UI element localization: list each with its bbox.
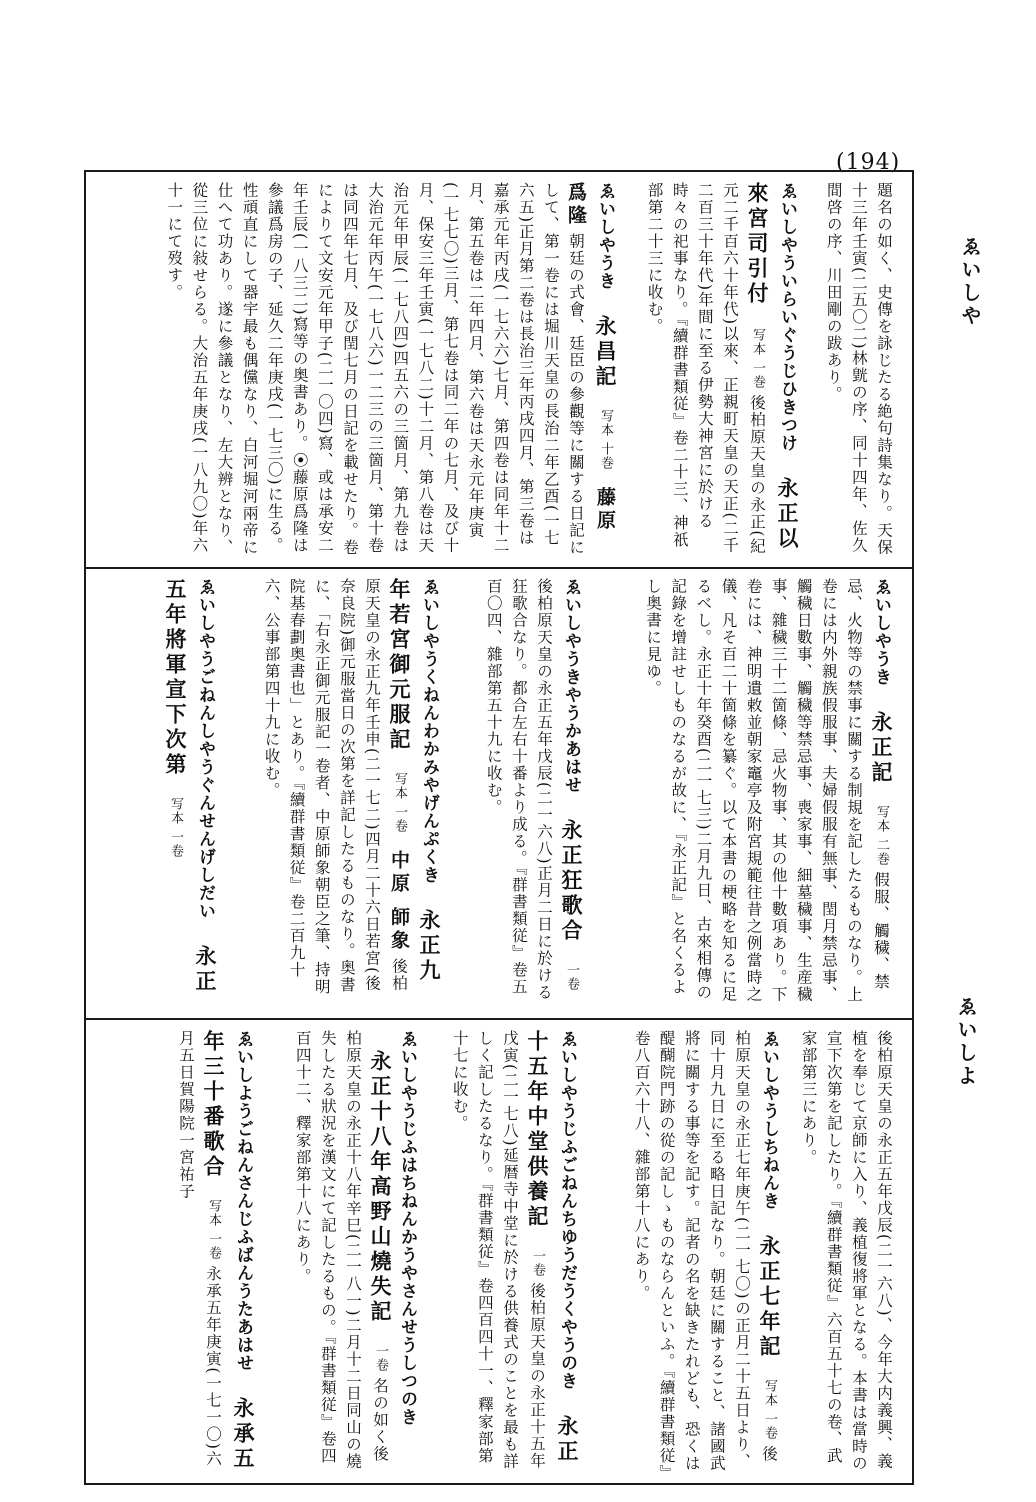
entry-meta: 写本 一卷	[762, 1379, 777, 1441]
entry-eisho-shichinenki	[594, 1030, 784, 1474]
entry-title: 永正七年記	[757, 1235, 782, 1361]
entry-author: 中原 師象	[388, 850, 410, 953]
entry-reading: ゑいしやうじふはちねんかうやさんせうしつのき	[397, 1030, 417, 1426]
page-number: (194)	[836, 150, 901, 175]
entry-eishoki-2	[596, 578, 896, 1008]
tier-divider-2	[84, 1018, 914, 1020]
entry-meta: 写本 一巻	[750, 328, 765, 390]
entry-author: 藤原 爲隆	[565, 182, 616, 534]
entry-body: 後柏原天皇の永正(紀元二千百六十年代)以來、正親町天皇の天正(二千二百三十年代)年間に至る伊勢大神宮に於ける時々の祀事なり。『續群書類従』卷二十三、神祇部第二十三に收む。	[645, 182, 766, 555]
entry-eisho-juhachinen-koyasan-shoshitsuki	[270, 1030, 420, 1474]
tier-1	[88, 182, 900, 560]
continuation-text: 題名の如く、史傳を詠じたる絶句詩集なり。天保十三年壬寅(二五〇二)林皝の序、同十四年、佐久間啓の序、川田剛の跋あり。	[824, 182, 893, 556]
entry-meta: 写本 二巻	[874, 805, 889, 867]
entry-eisho-jugonen-chudo-kuyoki	[432, 1030, 582, 1474]
entry-title: 永正九年若宮御元服記	[387, 578, 442, 985]
entry-meta: 一卷	[564, 963, 579, 992]
entry-reading: ゑいしやうき	[595, 182, 615, 290]
entry-title: 永正記	[869, 711, 894, 787]
entry-reading: ゑいしやうしちねんき	[759, 1030, 779, 1210]
entry-reading: ゑいしようごねんさんじふばんうたあはせ	[233, 1030, 253, 1372]
entry-reading: ゑいしやういらいぐうじひきつけ	[777, 182, 797, 452]
entry-body: 後柏原天皇の永正五年戊辰(二一六八)正月二日に於ける狂歌合なり。都合左右十番より成る。『群書類従』卷五百〇四、雜部第五十九に收む。	[484, 578, 553, 1002]
entry-eisho-gonen-sanjuban-utaawase	[92, 1030, 258, 1474]
entry-eisho-irai-guji-hikitsuke	[632, 182, 802, 560]
entry-reading: ゑいしやうごねんしやうぐんせんげしだい	[195, 578, 215, 920]
entry-eishoki	[90, 182, 620, 560]
entry-body: 永承五年庚寅(一七一〇)六月五日賀陽院一宮祐子	[177, 1030, 222, 1468]
side-header-bottom: ゑいしよ	[954, 996, 978, 1088]
entry-meta: 写本 一卷	[392, 772, 407, 834]
side-header-top: ゑいしや	[958, 236, 982, 328]
entry-reading: ゑいしやうくねんわかみやげんぷくき	[419, 578, 439, 884]
entry-eisho-kunen-wakamiya-genpukuki	[234, 578, 444, 1008]
entry-body: 朝廷の式會、廷臣の參觀等に關する日記にして、第一卷には堀川天皇の長治二年乙酉(一七六五)正月第二卷は長治三年丙戌四月、第三卷は嘉承元年丙戌(一七六六)七月、第四卷は同年十二月、第五卷は二年四月、第六卷は天永元年庚寅(一七七〇)三月、第七卷は同二年の七月、及び十月、保安三年壬寅(一七八二)十二月、第八卷は天治元年甲辰(一七八四)四五六の三箇月、第九卷は大治元年丙午(一七八六)一二三の三箇月、第十卷は同四年七月、及び閏七月の日記を載せたり。卷によりて文安元年甲子(二一〇四)寫、或は承安二年壬辰(一八三二)寫等の奥書あり。⦿藤原爲隆は參議爲房の子、延久二年庚戌(一七三〇)に生る。性頑直にして器宇最も偶儻なり、白河堀河兩帝に仕へて功あり。遂に參議となり、左大辨となり、從三位に敍せらる。大治五年庚戌(一八九〇)年六十一にて歿す。	[165, 182, 585, 557]
entry-reading: ゑいしやうき	[871, 578, 891, 686]
entry-meta: 写本 一卷	[168, 797, 183, 859]
entry-meta: 写本 一卷	[206, 1199, 221, 1261]
entry-title: 永正十五年中堂供養記	[525, 1030, 580, 1466]
entry-reading: ゑいしやうきやうかあはせ	[561, 578, 581, 794]
entry-title: 永正五年將軍宣下次第	[163, 578, 218, 996]
entry-meta: 一卷	[373, 1344, 388, 1373]
entry-body: 假服、觸穢、禁忌、火物等の禁事に關する制規を記したるものなり。上卷には内外親族假服事、夫婦假服有無事、閏月禁忌事、觸穢日數事、觸穢等禁忌事、喪家事、細墓穢事、生産穢事、雜穢三十二箇條、忌火物事、其の他十數項あり。下卷には、神明遺敕並朝家竈亭及附宮規範往昔之例當時之儀、凡そ百二十箇條を纂ぐ。以て本書の梗略を知るに足るべし。永正十年癸酉(二一七三)二月九日、古來相傳の記錄を增註せしものなるが故に、『永正記』と名くるよし奥書に見ゆ。	[644, 578, 890, 1003]
tier-2	[88, 578, 900, 1012]
entry-meta: 一卷	[530, 1249, 545, 1278]
entry-body: 後柏原天皇の永正七年庚午(二一七〇)の正月二十五日より、同十月九日に至る略日記なり。朝廷に關すること、諸國武將に關する事等を記す。記者の名を缺きたれども、恐くは醍醐院門跡の從の記しゝものならんといふ。『續群書類従』卷八百六十八、雜部第十八にあり。	[632, 1030, 778, 1474]
entry-body: 後柏原天皇の永正十五年戊寅(二一七八)延暦寺中堂に於ける供養式のことを最も詳しく記したるなり。『群書類従』卷四百四十一、釋家部第十七に收む。	[450, 1030, 546, 1471]
entry-body: 後柏原天皇の永正九年壬申(二一七二)四月二十六日若宮(後奈良院)御元服當日の次第を詳記したるものなり。奥書に、「右永正御元服記一卷者、中原師象朝臣之筆、持明院基春劃奥書也」とあり。『續群書類従』卷二百九十六、公事部第四十九に收む。	[262, 578, 408, 996]
entry-body: 名の如く後柏原天皇の永正十八年辛巳(二一八一)二月十二日同山の燒失したる狀況を漢文にて記したるもの。『群書類従』卷四百四十二、釋家部第十八にあり。	[293, 1030, 389, 1471]
entry-eisho-gonen-shogun-senge-shidai	[94, 578, 220, 1008]
entry-title: 永正十八年高野山燒失記	[368, 1050, 393, 1325]
tier-divider-1	[84, 567, 914, 569]
entry-meta: 写本 十巻	[598, 409, 613, 471]
entry-title: 永昌記	[593, 315, 618, 391]
entry-title: 永承五年三十番歌合	[201, 1030, 256, 1473]
entry-eisho-kyoka-awase	[456, 578, 586, 1008]
entry-title: 永正以來宮司引付	[745, 182, 800, 553]
tier-3	[88, 1030, 900, 1478]
continuation-text: 後柏原天皇の永正五年戊辰(二一六八)、今年大内義興、義植を奉じて京師に入り、義植復將軍となる。本書は當時の宣下次第を記したり。『續群書類従』六百五十七の卷、武家部第三にあり。	[799, 1030, 893, 1472]
entry-title: 永正狂歌合	[559, 819, 584, 945]
entry-reading: ゑいしやうじふごねんちゆうだうくやうのき	[557, 1030, 577, 1390]
